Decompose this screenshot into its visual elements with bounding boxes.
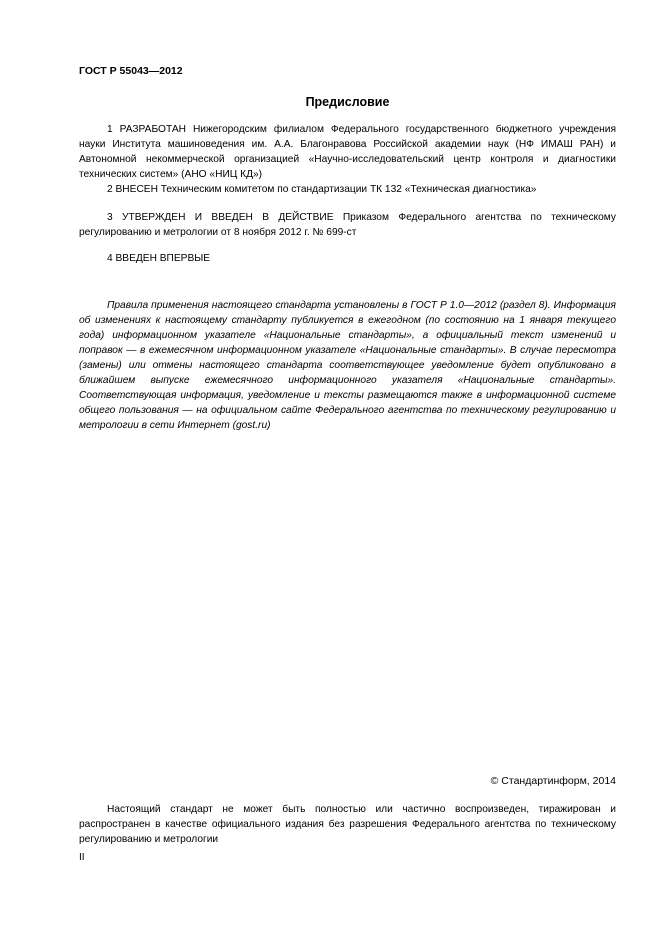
standard-code-header: ГОСТ Р 55043—2012 (79, 65, 183, 77)
copyright-notice: © Стандартинформ, 2014 (490, 775, 616, 787)
page-title: Предисловие (305, 95, 390, 109)
legal-notice: Настоящий стандарт не может быть полностью или частично воспроизведен, тиражирован и распространен в качестве официального издания без разрешения Федерального агентства по техническому регулированию и метрологии (79, 804, 616, 845)
paragraph-developed-by: 1 РАЗРАБОТАН Нижегородским филиалом Федерального государственного бюджетного учреждения науки Института машиноведения им. А.А. Благонравова Российской академии наук (НФ ИМАШ РАН) и Автономной некоммерческой организацией «Научно-исследовательский центр контроля и диагностики технических систем» (АНО «НИЦ КД») (79, 124, 616, 180)
page-number: II (79, 852, 85, 863)
paragraph-first-introduced: 4 ВВЕДЕН ВПЕРВЫЕ (107, 253, 211, 264)
paragraph-approved: 3 УТВЕРЖДЕН И ВВЕДЕН В ДЕЙСТВИЕ Приказом Федерального агентства по техническому регулированию и метрологии от 8 ноября 2012 г. № 699-ст (79, 212, 616, 238)
paragraph-introduced-by: 2 ВНЕСЕН Техническим комитетом по стандартизации ТК 132 «Техническая диагностика» (107, 184, 537, 195)
application-rules-note: Правила применения настоящего стандарта установлены в ГОСТ Р 1.0—2012 (раздел 8). Информация об изменениях к настоящему стандарту публикуется в ежегодном (по состоянию на 1 января текущего года) информационном указателе «Национальные стандарты», а официальный текст изменений и поправок — в ежемесячном информационном указателе «Национальные стандарты». В случае пересмотра (замены) или отмены настоящего стандарта соответствующее уведомление будет опубликовано в ближайшем выпуске ежемесячного информационного указателя «Национальные стандарты». Соответствующая информация, уведомление и тексты размещаются также в информационной системе общего пользования — на официальном сайте Федерального агентства по техническому регулированию и метрологии в сети Интернет (gost.ru) (79, 300, 616, 431)
